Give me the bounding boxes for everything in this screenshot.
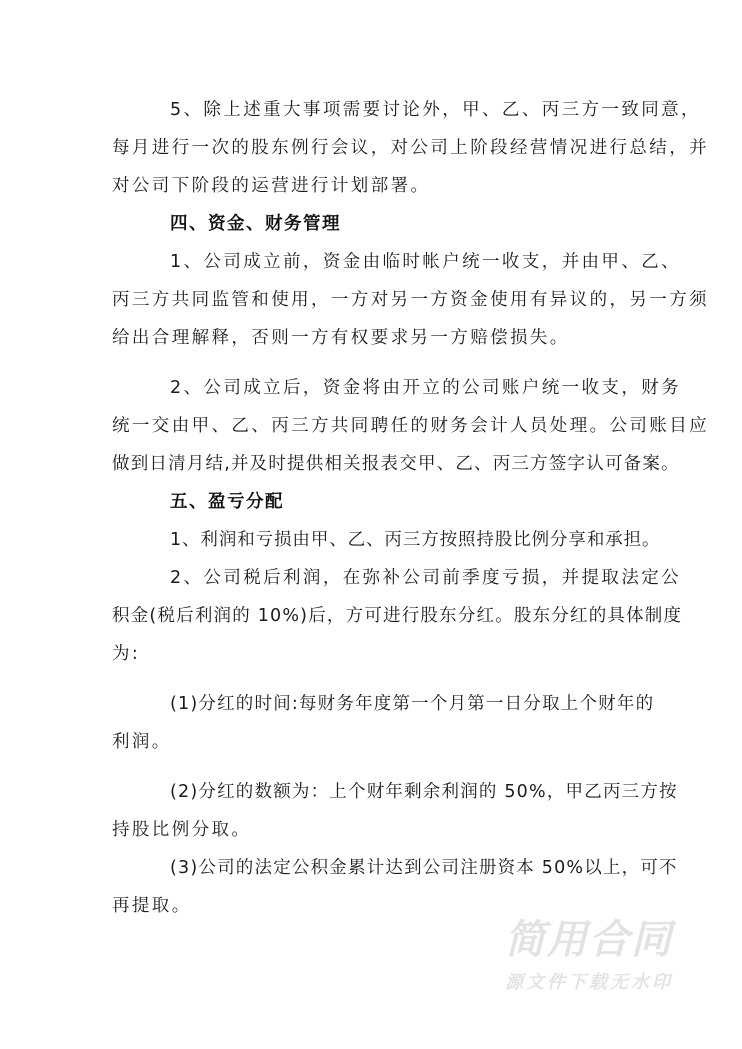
paragraph-line: 每月进行一次的股东例行会议，对公司上阶段经营情况进行总结，并 xyxy=(112,138,709,158)
paragraph-line: (1)分红的时间:每财务年度第一个月第一日分取上个财年的 xyxy=(170,694,655,714)
paragraph-line: 再提取。 xyxy=(112,896,192,916)
section-heading-funds-finance: 四、资金、财务管理 xyxy=(170,214,341,234)
paragraph-line: 持股比例分取。 xyxy=(112,820,252,840)
paragraph-line: 1、公司成立前，资金由临时帐户统一收支，并由甲、乙、 xyxy=(170,252,682,272)
watermark-sub-text: 源文件下载无水印 xyxy=(505,972,673,993)
paragraph-line: 利润。 xyxy=(112,732,172,752)
paragraph-line: 1、利润和亏损由甲、乙、丙三方按照持股比例分享和承担。 xyxy=(170,530,661,550)
paragraph-line: 2、公司成立后，资金将由开立的公司账户统一收支，财务 xyxy=(170,378,682,398)
paragraph-line: 统一交由甲、乙、丙三方共同聘任的财务会计人员处理。公司账目应 xyxy=(112,416,709,436)
paragraph-line: 积金(税后利润的 10%)后，方可进行股东分红。股东分红的具体制度 xyxy=(112,606,683,626)
section-heading-profit-loss: 五、盈亏分配 xyxy=(170,492,284,512)
paragraph-line: (3)公司的法定公积金累计达到公司注册资本 50%以上，可不 xyxy=(170,858,678,878)
paragraph-line: 为: xyxy=(112,644,141,664)
paragraph-line: (2)分红的数额为：上个财年剩余利润的 50%，甲乙丙三方按 xyxy=(170,782,678,802)
watermark xyxy=(505,918,715,994)
paragraph-line: 给出合理解释，否则一方有权要求另一方赔偿损失。 xyxy=(112,328,570,348)
paragraph-line: 2、公司税后利润，在弥补公司前季度亏损，并提取法定公 xyxy=(170,568,682,588)
paragraph-line: 5、除上述重大事项需要讨论外，甲、乙、丙三方一致同意， xyxy=(170,100,701,120)
paragraph-line: 丙三方共同监管和使用，一方对另一方资金使用有异议的，另一方须 xyxy=(112,290,709,310)
paragraph-line: 对公司下阶段的运营进行计划部署。 xyxy=(112,176,431,196)
watermark-main-text: 简用合同 xyxy=(505,917,673,963)
paragraph-line: 做到日清月结,并及时提供相关报表交甲、乙、丙三方签字认可备案。 xyxy=(112,454,680,474)
